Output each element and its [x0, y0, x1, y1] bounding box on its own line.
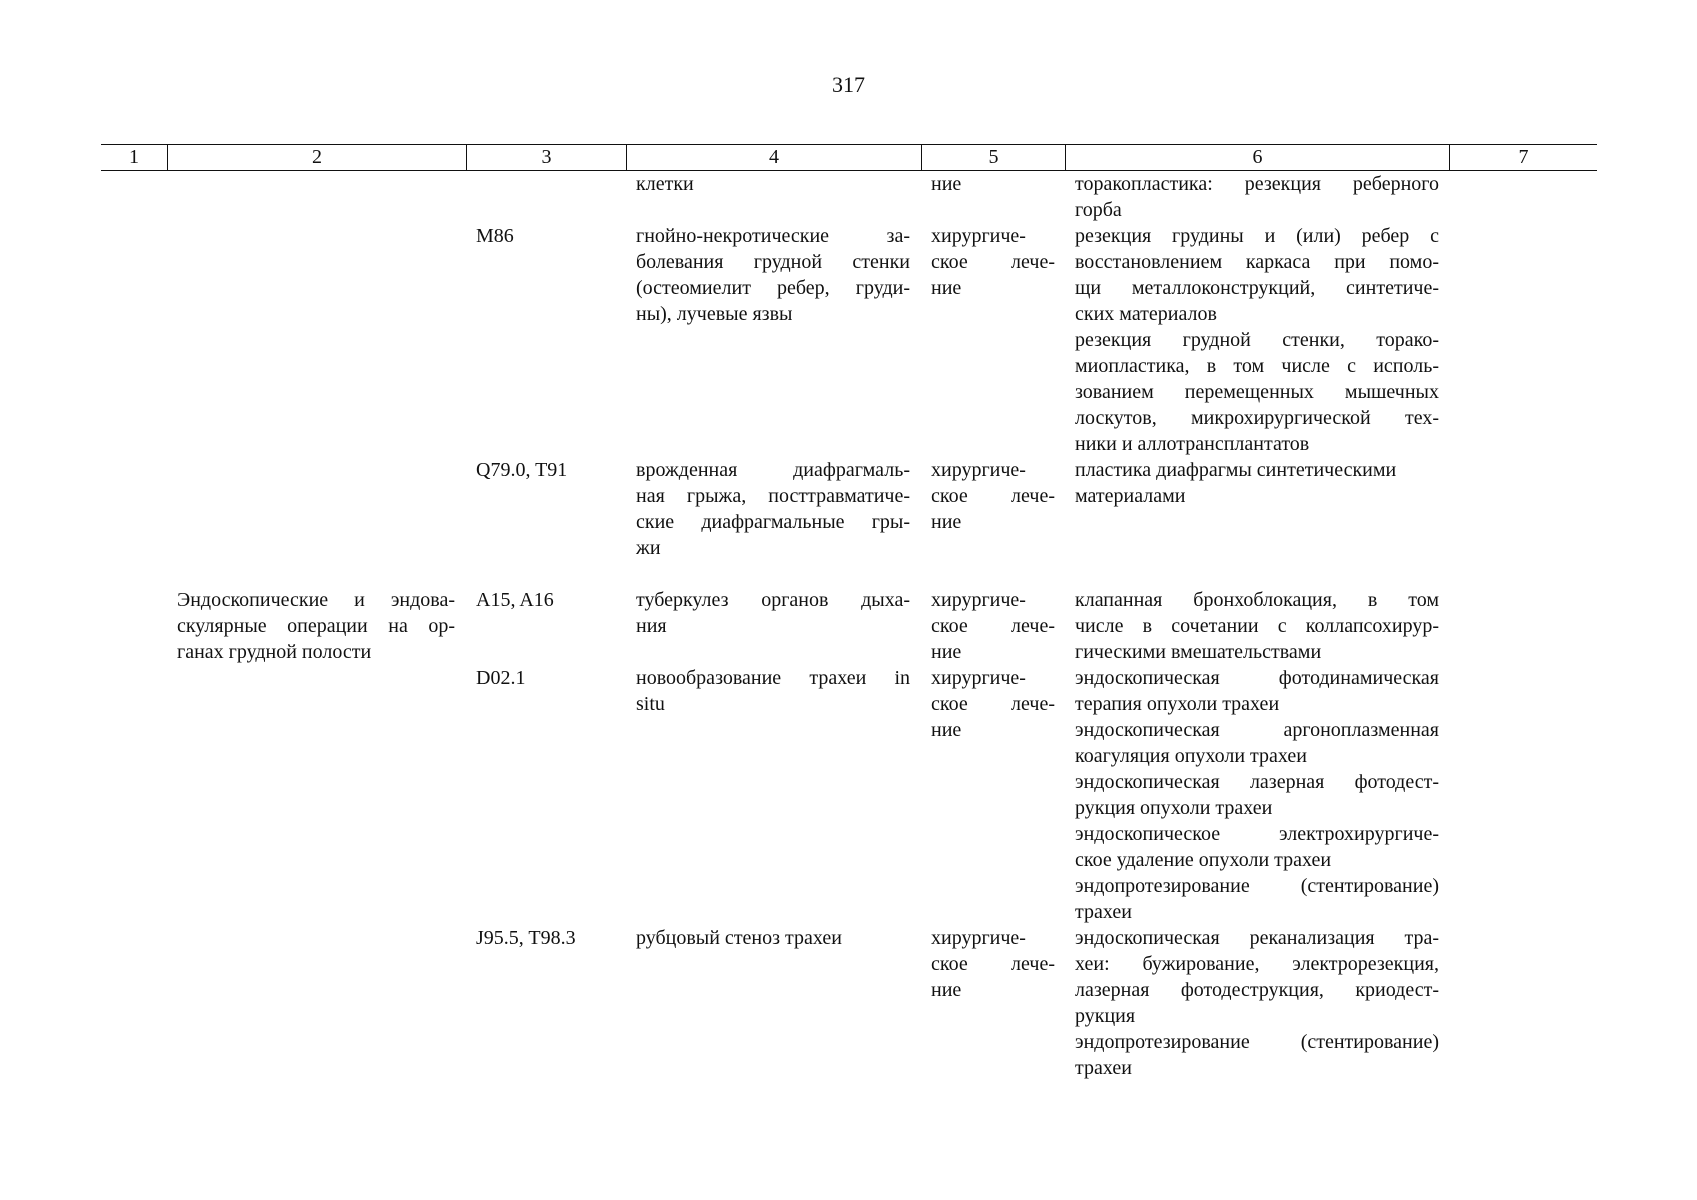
icd-code-cell: J95.5, T98.3 — [476, 927, 576, 949]
icd-code-cell: Q79.0, T91 — [476, 459, 568, 481]
column-header-1: 1 — [129, 146, 139, 168]
method-cell: эндоскопическая реканализация тра- хеи: бужирование, электрорезекция, лазерная фотодеструкция, криодест- рукция эндопротезирование (стентирование) трахеи — [1075, 927, 1439, 1079]
method-cell: эндоскопическая фотодинамическая терапия опухоли трахеи эндоскопическая аргоноплазменная коагуляция опухоли трахеи эндоскопическая лазерная фотодест- рукция опухоли трахеи эндоскопическое электрохирургиче- ское удаление опухоли трахеи эндопротезирование (стентирование) трахеи — [1075, 667, 1439, 923]
method-cell: пластика диафрагмы синтетическими материалами — [1075, 459, 1397, 507]
treatment-type-cell: хирургиче- ское лече- ние — [931, 225, 1055, 299]
method-cell: торакопластика: резекция реберного горба — [1075, 173, 1439, 221]
diagnosis-cell: туберкулез органов дыха- ния — [636, 589, 910, 637]
page-number: 317 — [832, 72, 865, 97]
treatment-type-cell: хирургиче- ское лече- ние — [931, 667, 1055, 741]
column-header-2: 2 — [167, 145, 466, 170]
medical-procedures-table — [101, 144, 1597, 1121]
table-header-row — [101, 144, 1597, 171]
diagnosis-cell: новообразование трахеи in situ — [636, 667, 910, 715]
treatment-type-cell: хирургиче- ское лече- ние — [931, 459, 1055, 533]
icd-code-cell: D02.1 — [476, 667, 526, 689]
operation-group-cell: Эндоскопические и эндова- скулярные операции на ор- ганах грудной полости — [177, 589, 455, 663]
icd-code-cell: A15, A16 — [476, 589, 554, 611]
method-cell: резекция грудины и (или) ребер с восстановлением каркаса при помо- щи металлоконструкций, синтетиче- ских материалов резекция грудной стенки, торако- миопластика, в том числе с исполь- зованием перемещенных мышечных лоскутов, микрохирургической тех- ники и аллотрансплантатов — [1075, 225, 1439, 455]
column-header-3: 3 — [466, 145, 626, 170]
diagnosis-cell: врожденная диафрагмаль- ная грыжа, посттравматиче- ские диафрагмальные гры- жи — [636, 459, 910, 559]
diagnosis-cell: рубцовый стеноз трахеи — [636, 927, 842, 949]
column-header-5: 5 — [921, 145, 1065, 170]
icd-code-cell: M86 — [476, 225, 514, 247]
diagnosis-cell: клетки — [636, 173, 694, 195]
treatment-type-cell: ние — [931, 173, 962, 195]
table-body — [101, 171, 1597, 1121]
method-cell: клапанная бронхоблокация, в том числе в сочетании с коллапсохирур- гическими вмешательствами — [1075, 589, 1439, 663]
column-header-4: 4 — [626, 145, 921, 170]
column-header-6: 6 — [1065, 145, 1449, 170]
treatment-type-cell: хирургиче- ское лече- ние — [931, 589, 1055, 663]
treatment-type-cell: хирургиче- ское лече- ние — [931, 927, 1055, 1001]
column-header-7: 7 — [1449, 145, 1597, 170]
diagnosis-cell: гнойно-некротические за- болевания грудной стенки (остеомиелит ребер, груди- ны), лучевые язвы — [636, 225, 910, 325]
